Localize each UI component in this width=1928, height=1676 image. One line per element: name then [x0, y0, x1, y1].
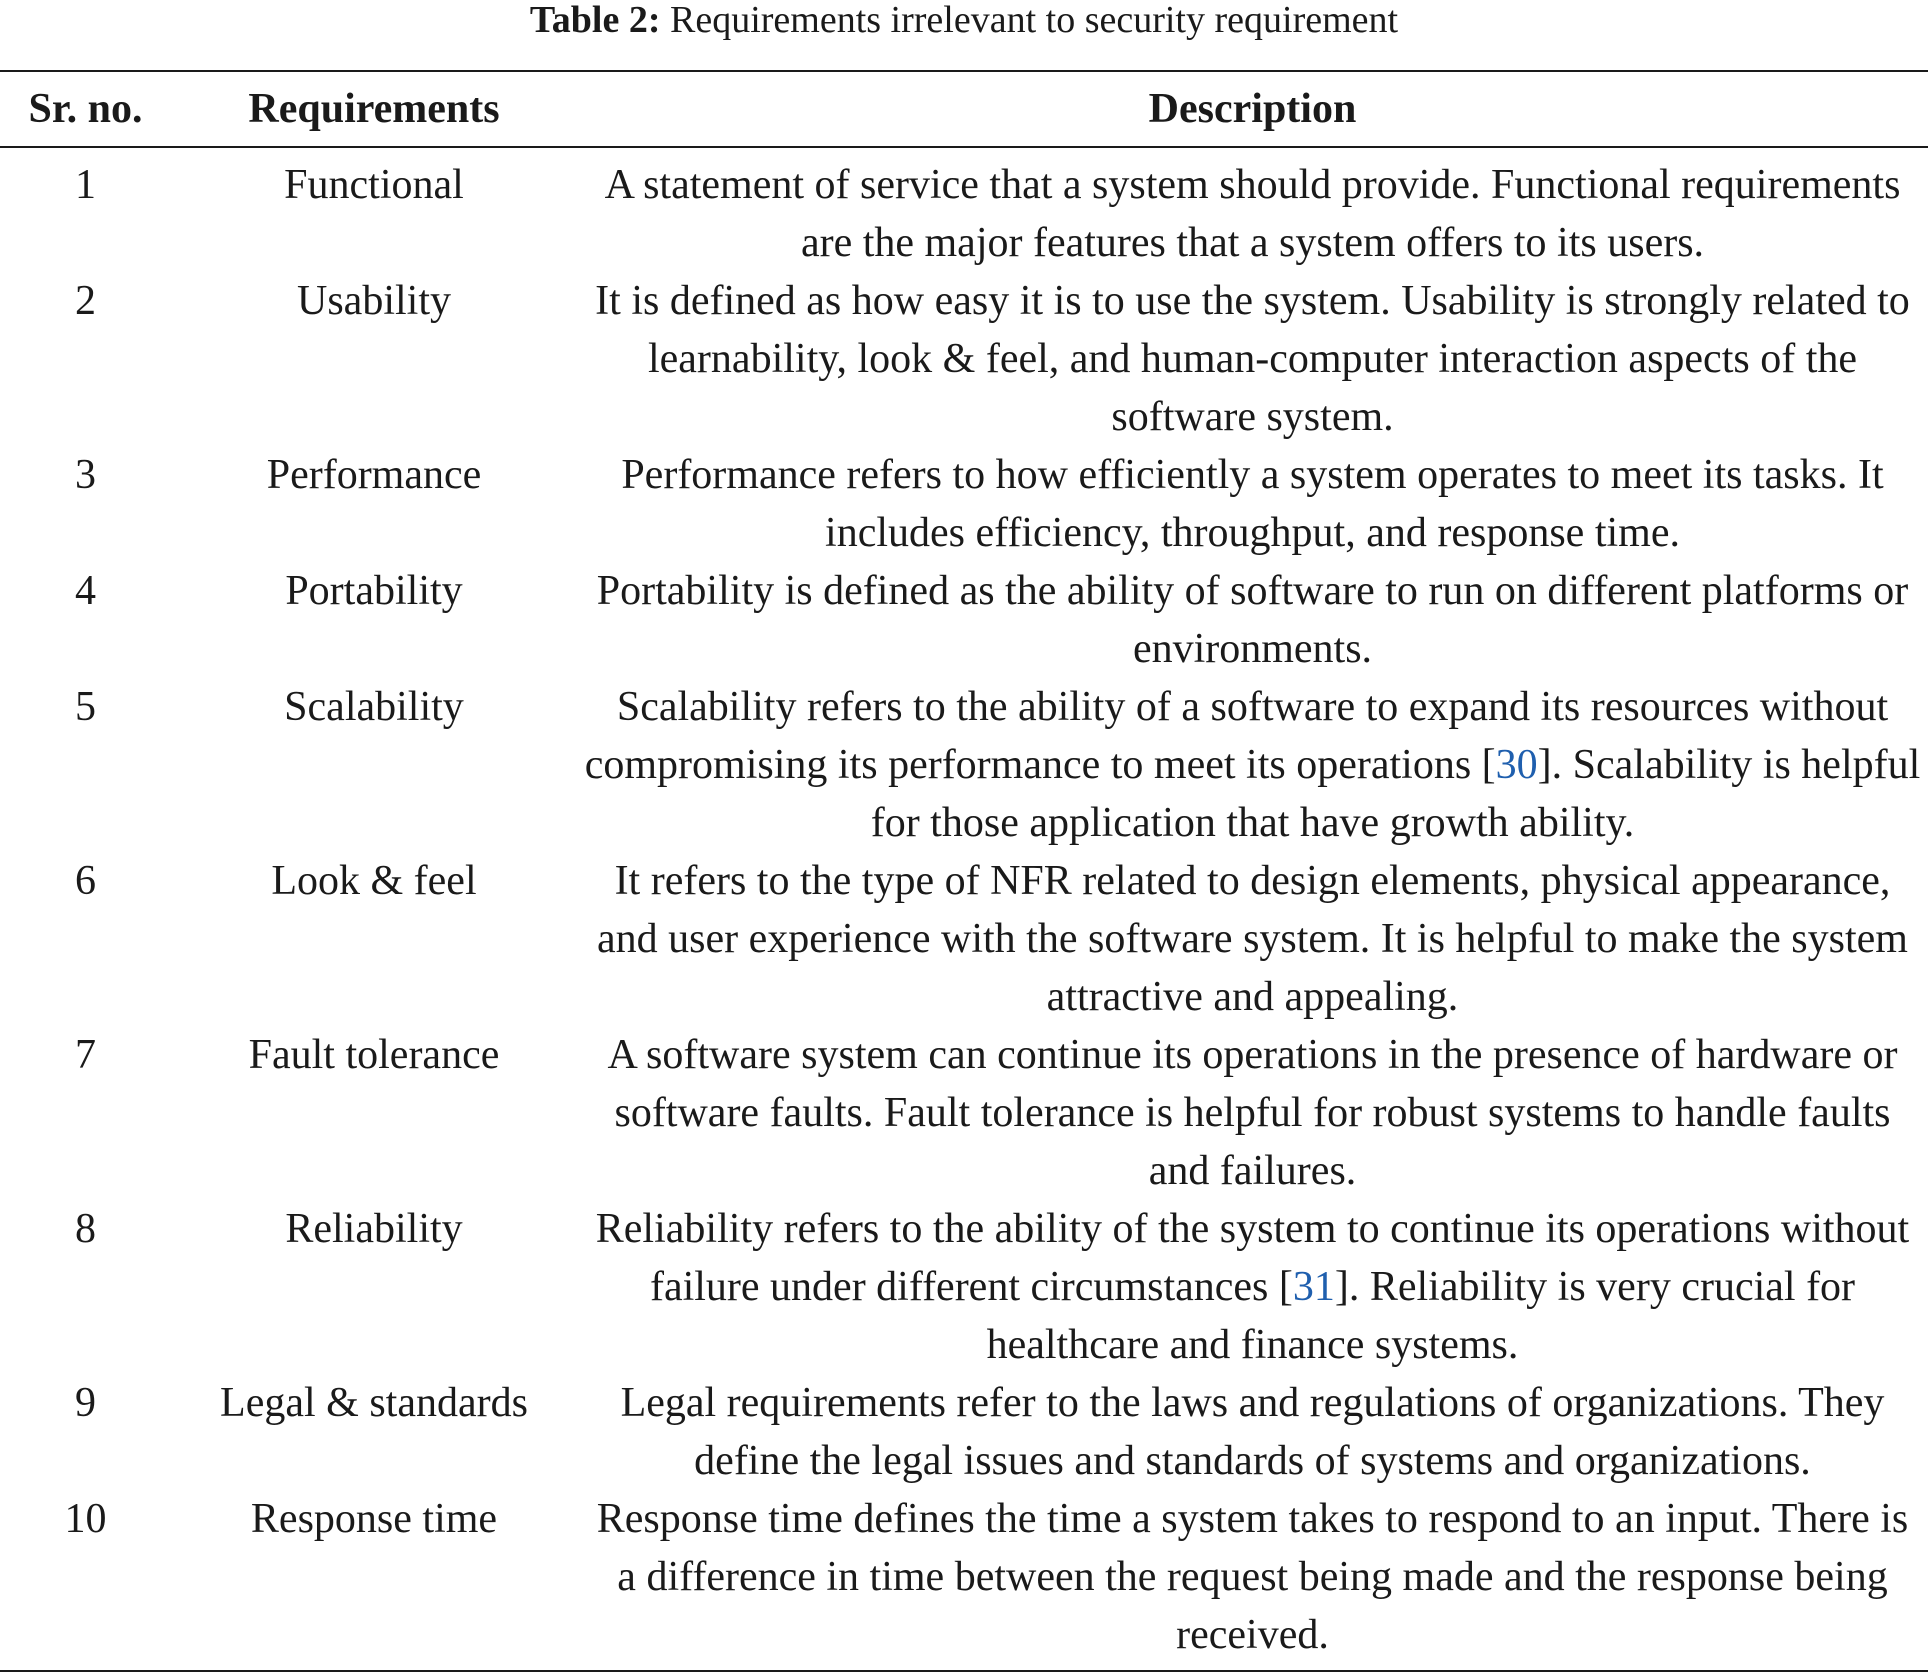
table-row [0, 1026, 1928, 1200]
table-row [0, 1200, 1928, 1374]
cell-sr-no: 8 [75, 1206, 96, 1252]
cell-description: A software system can continue its operations in the presence of hardware or software faults. Fault tolerance is helpful for robust systems to handle faults and failures. [607, 1032, 1898, 1194]
cell-requirement: Look & feel [271, 858, 477, 904]
cell-description: Response time defines the time a system takes to respond to an input. There is a difference in time between the request being made and the response being received. [596, 1496, 1909, 1658]
reference-link[interactable]: 31 [1292, 1264, 1335, 1310]
table-row [0, 1490, 1928, 1671]
cell-sr-no: 4 [75, 568, 96, 614]
cell-requirement: Usability [297, 278, 451, 324]
cell-sr-no: 6 [75, 858, 96, 904]
cell-description [577, 678, 1928, 852]
cell-requirement: Performance [266, 452, 482, 498]
cell-requirement: Reliability [285, 1206, 463, 1252]
cell-requirement: Portability [285, 568, 463, 614]
cell-description: It refers to the type of NFR related to design elements, physical appearance, and user experience with the software system. It is helpful to make the system attractive and appealing. [597, 858, 1908, 1020]
cell-sr-no: 2 [75, 278, 96, 324]
description-text: Scalability refers to the ability of a software to expand its resources without compromising its performance to meet its operations [ [584, 684, 1889, 788]
table-row [0, 147, 1928, 272]
table-body [0, 147, 1928, 1671]
cell-requirement: Functional [284, 162, 464, 208]
caption-label: Table 2: [529, 0, 661, 41]
cell-requirement: Fault tolerance [248, 1032, 500, 1078]
cell-sr-no: 9 [75, 1380, 96, 1426]
header-row [0, 71, 1928, 147]
table-row [0, 678, 1928, 852]
table-row [0, 852, 1928, 1026]
table-row [0, 562, 1928, 678]
cell-requirement: Legal & standards [220, 1380, 528, 1426]
caption-title: Requirements irrelevant to security requirement [670, 0, 1399, 41]
table-row [0, 446, 1928, 562]
cell-sr-no: 1 [75, 162, 96, 208]
requirements-table [0, 70, 1928, 1672]
description-text: Reliability refers to the ability of the system to continue its operations without failure under different circumstances [ [595, 1206, 1910, 1310]
cell-description: Portability is defined as the ability of software to run on different platforms or environments. [596, 568, 1909, 672]
description-text: ]. Scalability is helpful for those application that have growth ability. [870, 742, 1921, 846]
cell-requirement: Scalability [284, 684, 464, 730]
cell-sr-no: 10 [64, 1496, 107, 1542]
cell-sr-no: 7 [75, 1032, 96, 1078]
header-requirements: Requirements [248, 86, 500, 132]
table-row [0, 1374, 1928, 1490]
table-caption [0, 0, 1928, 40]
cell-sr-no: 3 [75, 452, 96, 498]
cell-description: Legal requirements refer to the laws and regulations of organizations. They define the legal issues and standards of systems and organizations. [620, 1380, 1885, 1484]
cell-sr-no: 5 [75, 684, 96, 730]
cell-description: It is defined as how easy it is to use the system. Usability is strongly related to learnability, look & feel, and human-computer interaction aspects of the software system. [595, 278, 1910, 440]
table-row [0, 272, 1928, 446]
reference-link[interactable]: 30 [1495, 742, 1538, 788]
cell-description: A statement of service that a system should provide. Functional requirements are the major features that a system offers to its users. [604, 162, 1901, 266]
header-description: Description [1148, 86, 1357, 132]
cell-description: Performance refers to how efficiently a system operates to meet its tasks. It includes efficiency, throughput, and response time. [621, 452, 1884, 556]
description-text: ]. Reliability is very crucial for healthcare and finance systems. [986, 1264, 1856, 1368]
table-header [0, 71, 1928, 147]
cell-requirement: Response time [250, 1496, 498, 1542]
cell-description [577, 1200, 1928, 1374]
header-sr-no: Sr. no. [28, 86, 143, 132]
